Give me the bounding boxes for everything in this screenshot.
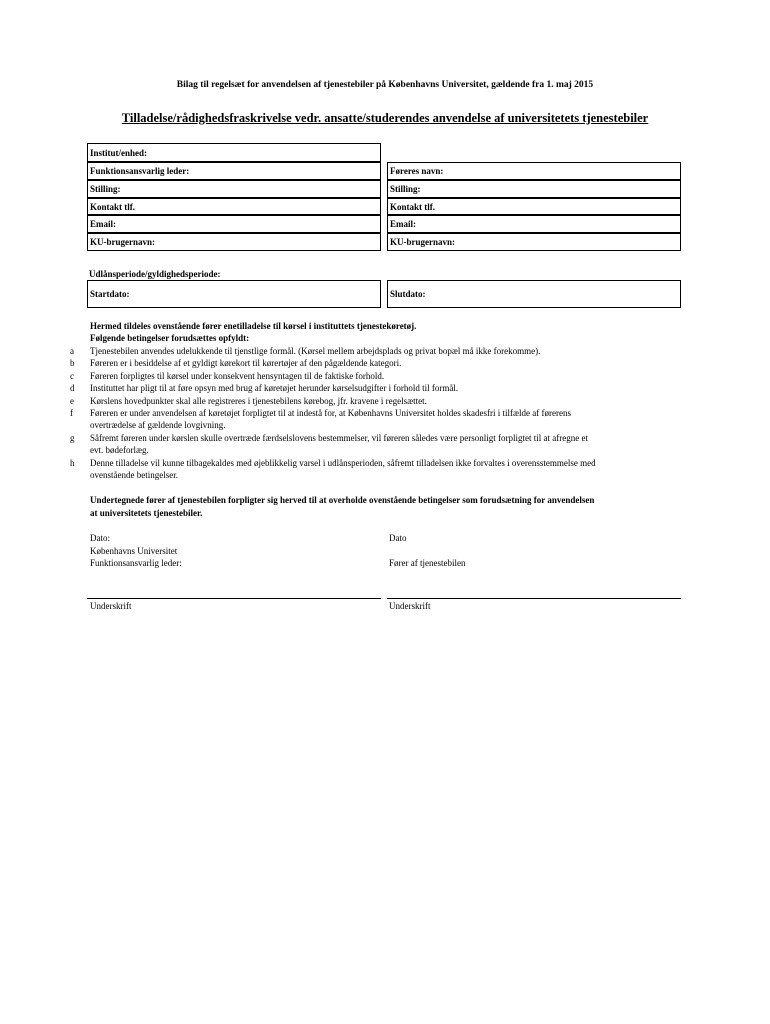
driver-email-field[interactable] [387, 215, 681, 233]
driver-name-label: Føreres navn: [390, 166, 444, 176]
driver-phone-label: Kontakt tlf. [390, 201, 435, 212]
condition-a-text: Tjenestebilen anvendes udelukkende til tjenstlige formål. (Kørsel mellem arbejdsplads og privat bopæl må ikke forekomme). [90, 346, 541, 356]
driver-phone-field[interactable] [387, 198, 681, 215]
manager-phone-field[interactable] [87, 198, 381, 215]
right-role-label: Fører af tjenestebilen [389, 558, 466, 568]
undertaking-line-2: at universitetets tjenestebiler. [90, 508, 203, 518]
condition-a-letter: a [70, 346, 74, 356]
manager-position-label: Stilling: [90, 184, 121, 194]
condition-c-text: Føreren forpligtes til kørsel under konsekvent hensyntagen til de faktiske forhold. [90, 371, 385, 381]
manager-position-field[interactable] [87, 180, 381, 198]
institute-label: Institut/enhed: [90, 147, 148, 158]
manager-email-label: Email: [90, 219, 116, 229]
document-header: Bilag til regelsæt for anvendelsen af tjenestebiler på Københavns Universitet, gældende fra 1. maj 2015 [176, 80, 594, 90]
condition-h-line-2: ovenstående betingelser. [90, 470, 178, 480]
left-date-label: Dato: [90, 533, 110, 543]
condition-d-letter: d [70, 383, 75, 393]
start-date-label: Startdato: [90, 289, 130, 299]
condition-c-letter: c [70, 371, 74, 381]
condition-b-text: Føreren er i besiddelse af et gyldigt kørekort til kørertøjer af den pågældende kategori. [90, 358, 402, 368]
manager-field[interactable] [87, 162, 381, 180]
end-date-label: Slutdato: [390, 289, 426, 299]
right-signature-label: Underskrift [389, 601, 431, 611]
left-role-label: Funktionsansvarlig leder: [90, 558, 182, 568]
driver-ku-user-label: KU-brugernavn: [390, 237, 455, 247]
right-signature-line[interactable] [387, 598, 681, 599]
left-signature-line[interactable] [87, 598, 381, 599]
start-date-field[interactable] [87, 280, 381, 308]
manager-email-field[interactable] [87, 215, 381, 233]
driver-position-label: Stilling: [390, 184, 421, 194]
manager-label: Funktionsansvarlig leder: [90, 166, 190, 176]
manager-ku-user-field[interactable] [87, 233, 381, 251]
undertaking-line-1: Undertegnede fører af tjenestebilen forpligter sig herved til at overholde ovenstående betingelser som forudsætning for anvendelsen [90, 495, 595, 505]
condition-b-letter: b [70, 358, 75, 368]
intro-line-2: Følgende betingelser forudsættes opfyldt: [90, 333, 250, 343]
condition-f-line-2: overtrædelse af gældende lovgivning. [90, 420, 226, 430]
driver-name-field[interactable] [387, 162, 681, 180]
right-date-label: Dato [389, 533, 407, 543]
condition-g-letter: g [70, 433, 75, 443]
condition-h-line-1: Denne tilladelse vil kunne tilbagekaldes med øjeblikkelig varsel i udlånsperioden, såfremt tilladelsen ikke forvaltes i overensstemmelse med [90, 458, 596, 468]
condition-e-text: Kørslens hovedpunkter skal alle registreres i tjenestebilens kørebog, jfr. kravene i regelsættet. [90, 396, 427, 406]
driver-ku-user-field[interactable] [387, 233, 681, 251]
condition-f-line-1: Føreren er under anvendelsen af køretøjet forpligtet til at indestå for, at Københavns Universitet holdes skadesfri i tilfælde af førerens [90, 408, 571, 418]
institute-field[interactable] [87, 143, 381, 162]
period-heading: Udlånsperiode/gyldighedsperiode: [89, 269, 221, 279]
condition-e-letter: e [70, 396, 74, 406]
end-date-field[interactable] [387, 280, 681, 308]
driver-position-field[interactable] [387, 180, 681, 198]
condition-d-text: Instituttet har pligt til at føre opsyn med brug af køretøjet herunder kørselsudgifter i forhold til formål. [90, 383, 459, 393]
condition-h-letter: h [70, 458, 75, 468]
left-org-label: Københavns Universitet [90, 546, 178, 556]
condition-f-letter: f [70, 408, 73, 418]
manager-ku-user-label: KU-brugernavn: [90, 237, 155, 247]
intro-line-1: Hermed tildeles ovenstående fører enetilladelse til kørsel i instituttets tjenestekøretøj. [90, 321, 417, 331]
condition-g-line-2: evt. bødeforlæg. [90, 445, 149, 455]
condition-g-line-1: Såfremt føreren under kørslen skulle overtræde færdselslovens bestemmelser, vil føreren således være personligt forpligtet til at afregne et [90, 433, 588, 443]
left-signature-label: Underskrift [90, 601, 132, 611]
manager-phone-label: Kontakt tlf. [90, 201, 135, 212]
driver-email-label: Email: [390, 219, 416, 229]
document-title: Tilladelse/rådighedsfraskrivelse vedr. ansatte/studerendes anvendelse af universitetets tjenestebiler [121, 111, 649, 125]
